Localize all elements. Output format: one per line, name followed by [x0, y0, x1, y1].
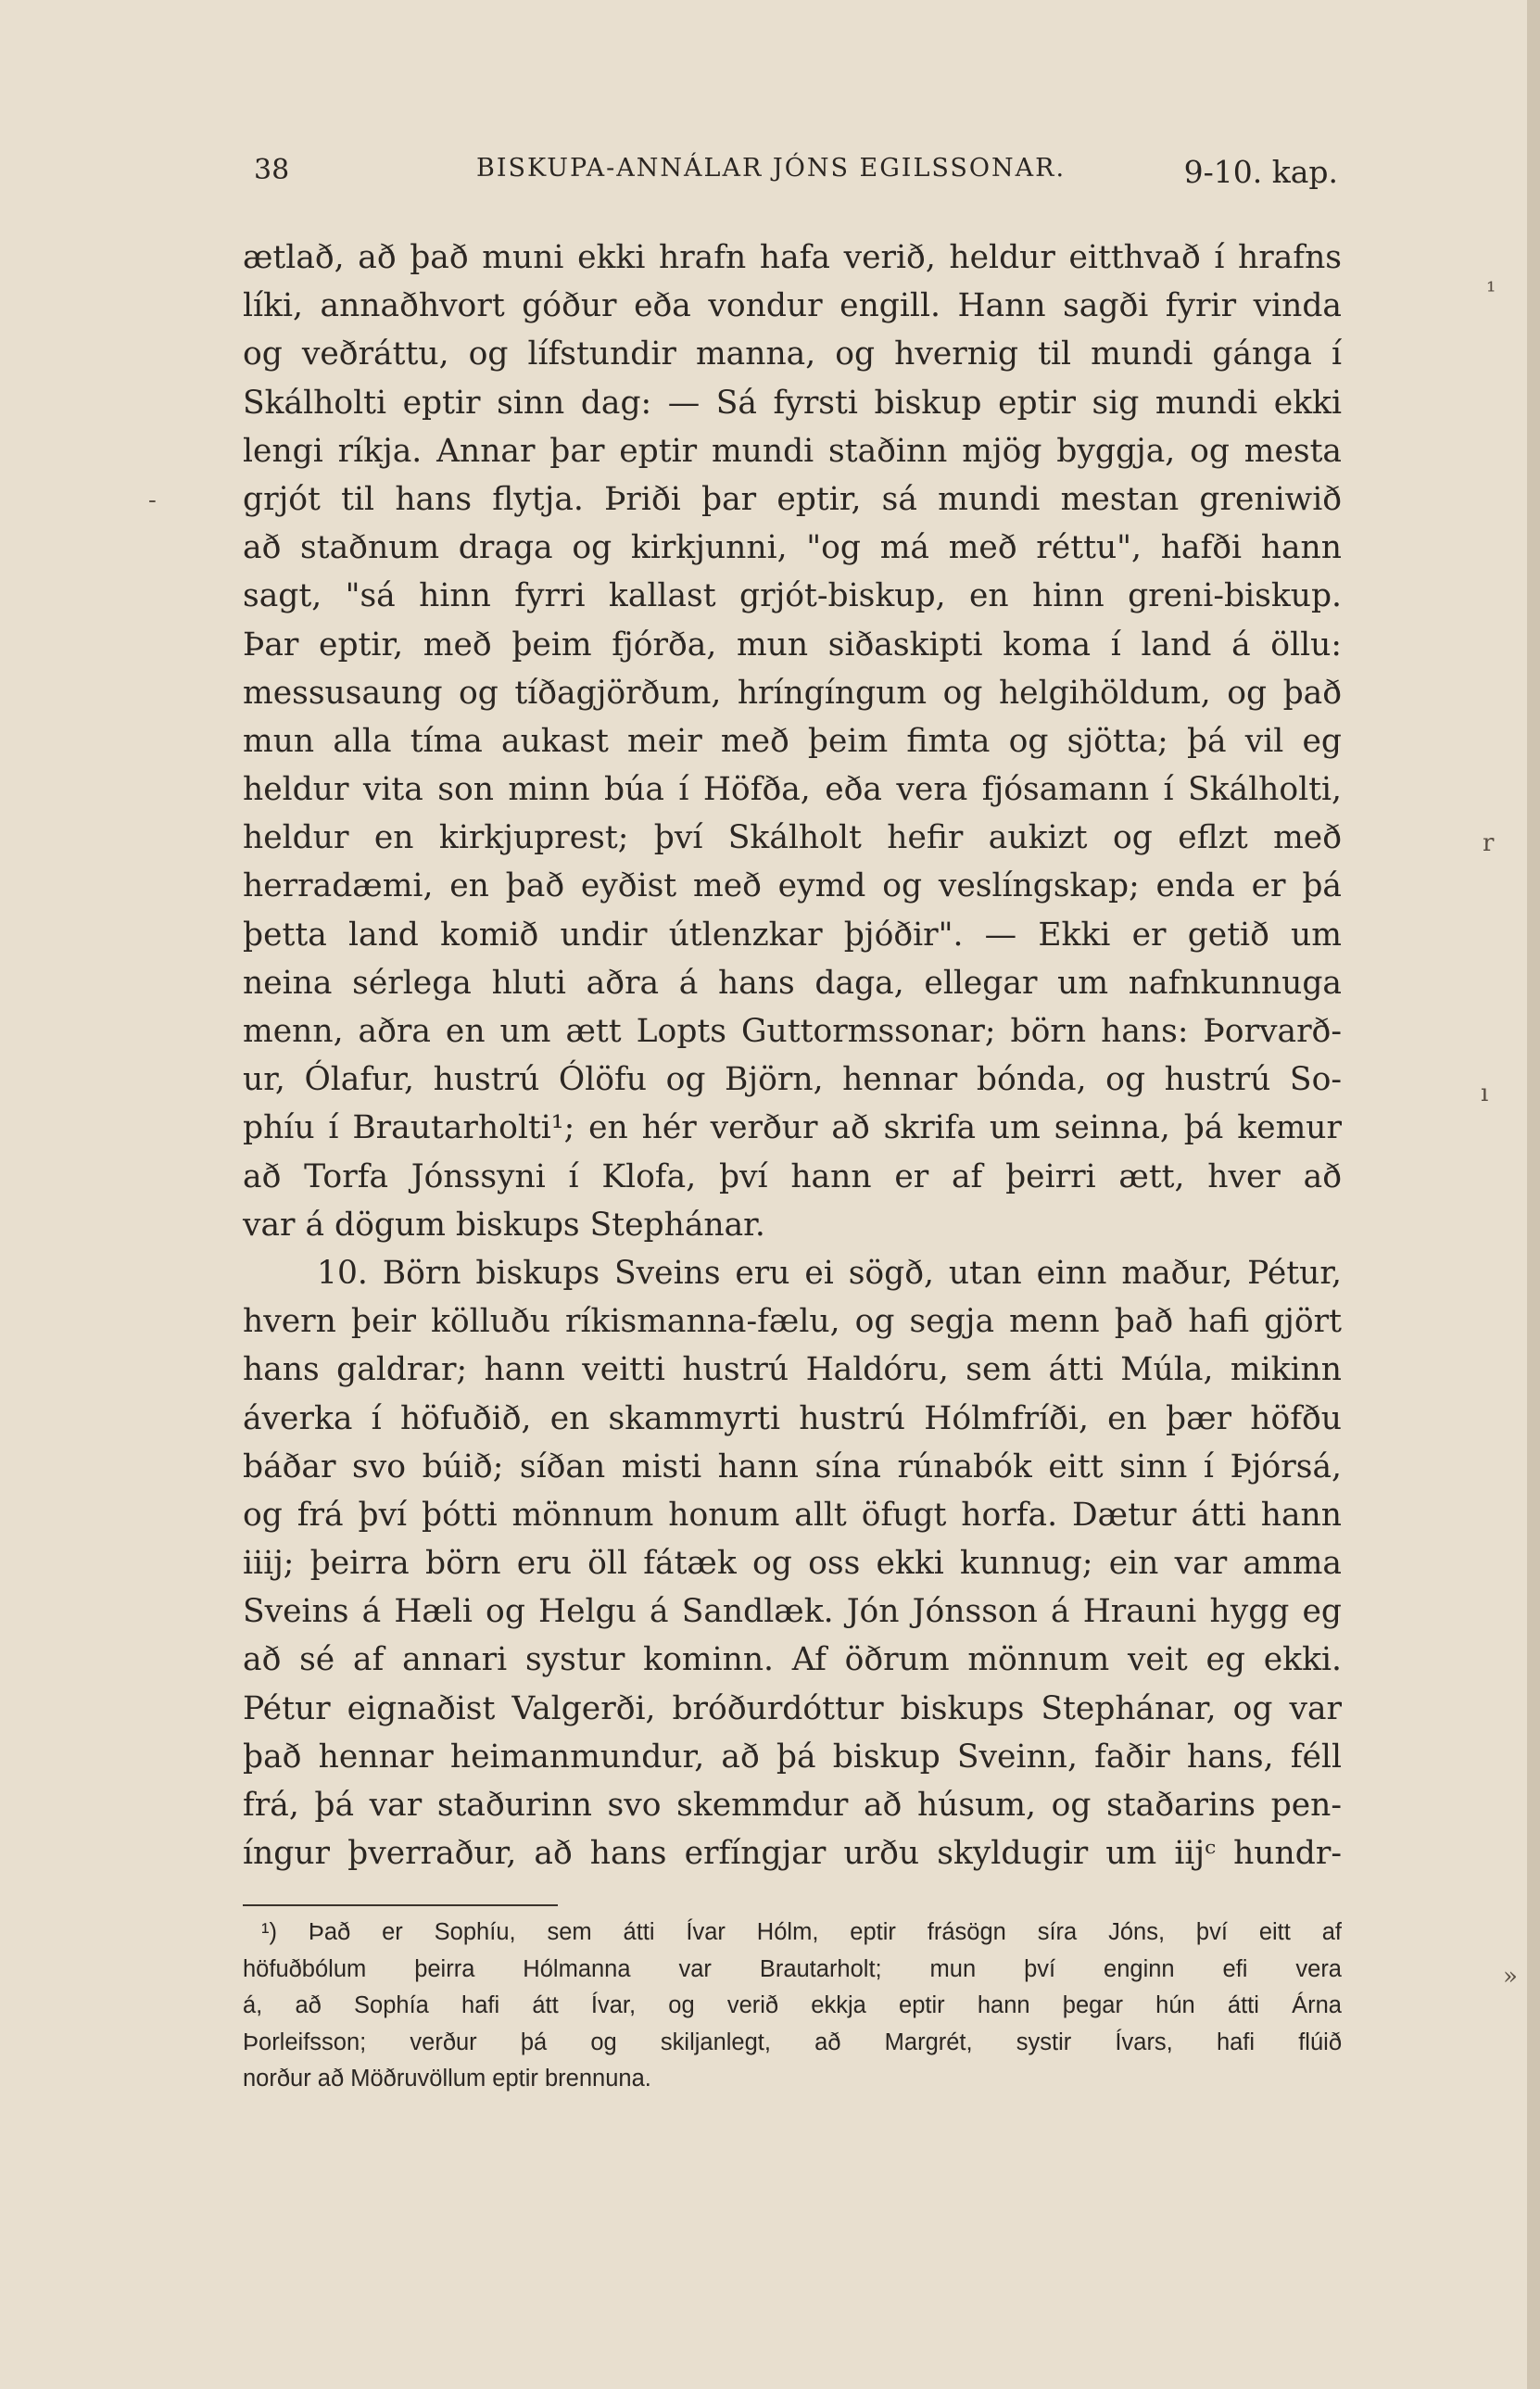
- text-line: að staðnum draga og kirkjunni, "og má með réttu", hafði hann: [243, 529, 1342, 567]
- text-line: Þar eptir, með þeim fjórða, mun siðaskipti koma í land á öllu:: [243, 626, 1342, 664]
- text-line: neina sérlega hluti aðra á hans daga, ellegar um nafnkunnuga: [243, 964, 1342, 1002]
- text-line: var á dögum biskups Stephánar.: [243, 1206, 765, 1244]
- footnote-rule: [243, 1904, 558, 1906]
- text-line: iiij; þeirra börn eru öll fátæk og oss ekki kunnug; ein var amma: [243, 1545, 1342, 1583]
- footnote: [243, 1915, 1342, 2098]
- text-line: áverka í höfuðið, en skammyrti hustrú Hólmfríði, en þær höfðu: [243, 1399, 1342, 1437]
- text-line: ætlað, að það muni ekki hrafn hafa verið, heldur eitthvað í hrafns: [243, 239, 1342, 276]
- page-number: 38: [254, 154, 290, 186]
- text-line: að sé af annari systur kominn. Af öðrum mönnum veit eg ekki.: [243, 1641, 1342, 1679]
- running-header: [245, 154, 1338, 200]
- margin-mark: -: [148, 487, 157, 514]
- footnote-line: Þorleifsson; verður þá og skiljanlegt, að Margrét, systir Ívars, hafi flúið: [243, 2029, 1342, 2055]
- text-line: heldur en kirkjuprest; því Skálholt hefir aukizt og eflzt með: [243, 819, 1342, 857]
- text-line: hvern þeir kölluðu ríkismanna-fælu, og segja menn það hafi gjört: [243, 1303, 1342, 1341]
- text-line: Pétur eignaðist Valgerði, bróðurdóttur biskups Stephánar, og var: [243, 1689, 1342, 1727]
- text-line: líki, annaðhvort góður eða vondur engill. Hann sagði fyrir vinda: [243, 287, 1342, 325]
- text-line: phíu í Brautarholti¹; en hér verður að skrifa um seinna, þá kemur: [243, 1109, 1342, 1147]
- footnote-line: ¹) Það er Sophíu, sem átti Ívar Hólm, eptir frásögn síra Jóns, því eitt af: [261, 1919, 1342, 1945]
- text-line: hans galdrar; hann veitti hustrú Haldóru, sem átti Múla, mikinn: [243, 1351, 1342, 1389]
- footnote-line: norður að Möðruvöllum eptir brennuna.: [243, 2066, 651, 2092]
- text-line: sagt, "sá hinn fyrri kallast grjót-biskup, en hinn greni-biskup.: [243, 577, 1342, 615]
- text-line: ur, Ólafur, hustrú Ólöfu og Björn, hennar bónda, og hustrú So-: [243, 1061, 1342, 1099]
- margin-mark: ı: [1481, 1080, 1489, 1107]
- text-line: mun alla tíma aukast meir með þeim fimta og sjötta; þá vil eg: [243, 722, 1342, 760]
- margin-mark: »: [1503, 1963, 1518, 1991]
- paragraph-start-line: 10. Börn biskups Sveins eru ei sögð, utan einn maður, Pétur,: [317, 1254, 1342, 1292]
- footnote-line: höfuðbólum þeirra Hólmanna var Brautarholt; mun því enginn efi vera: [243, 1955, 1342, 1982]
- text-line: Sveins á Hæli og Helgu á Sandlæk. Jón Jónsson á Hrauni hygg eg: [243, 1593, 1342, 1631]
- text-line: messusaung og tíðagjörðum, hríngíngum og helgihöldum, og það: [243, 674, 1342, 712]
- margin-mark: ¹: [1486, 278, 1496, 306]
- text-line: menn, aðra en um ætt Lopts Guttormssonar; börn hans: Þorvarð-: [243, 1013, 1342, 1050]
- text-line: þetta land komið undir útlenzkar þjóðir". — Ekki er getið um: [243, 916, 1342, 954]
- text-line: íngur þverraður, að hans erfíngjar urðu skyldugir um iijᶜ hundr-: [243, 1835, 1342, 1873]
- chapter-label: 9-10. kap.: [1183, 154, 1338, 190]
- running-title: BISKUPA-ANNÁLAR JÓNS EGILSSONAR.: [476, 154, 1067, 183]
- page-edge: [1527, 0, 1540, 2389]
- text-line: herradæmi, en það eyðist með eymd og veslíngskap; enda er þá: [243, 867, 1342, 905]
- text-line: grjót til hans flytja. Þriði þar eptir, sá mundi mestan greniwið: [243, 480, 1342, 518]
- text-line: að Torfa Jónssyni í Klofa, því hann er af þeirri ætt, hver að: [243, 1157, 1342, 1195]
- text-line: frá, þá var staðurinn svo skemmdur að húsum, og staðarins pen-: [243, 1787, 1342, 1824]
- text-line: það hennar heimanmundur, að þá biskup Sveinn, faðir hans, féll: [243, 1738, 1342, 1776]
- text-line: lengi ríkja. Annar þar eptir mundi staðinn mjög byggja, og mesta: [243, 432, 1342, 470]
- text-line: og veðráttu, og lífstundir manna, og hvernig til mundi gánga í: [243, 335, 1342, 373]
- main-text: [243, 234, 1342, 1877]
- margin-mark: r: [1483, 829, 1495, 857]
- footnote-line: á, að Sophía hafi átt Ívar, og verið ekkja eptir hann þegar hún átti Árna: [243, 1992, 1342, 2018]
- text-line: og frá því þótti mönnum honum allt öfugt horfa. Dætur átti hann: [243, 1496, 1342, 1534]
- text-line: báðar svo búið; síðan misti hann sína rúnabók eitt sinn í Þjórsá,: [243, 1447, 1342, 1485]
- text-line: Skálholti eptir sinn dag: — Sá fyrsti biskup eptir sig mundi ekki: [243, 384, 1342, 422]
- text-line: heldur vita son minn búa í Höfða, eða vera fjósamann í Skálholti,: [243, 771, 1342, 809]
